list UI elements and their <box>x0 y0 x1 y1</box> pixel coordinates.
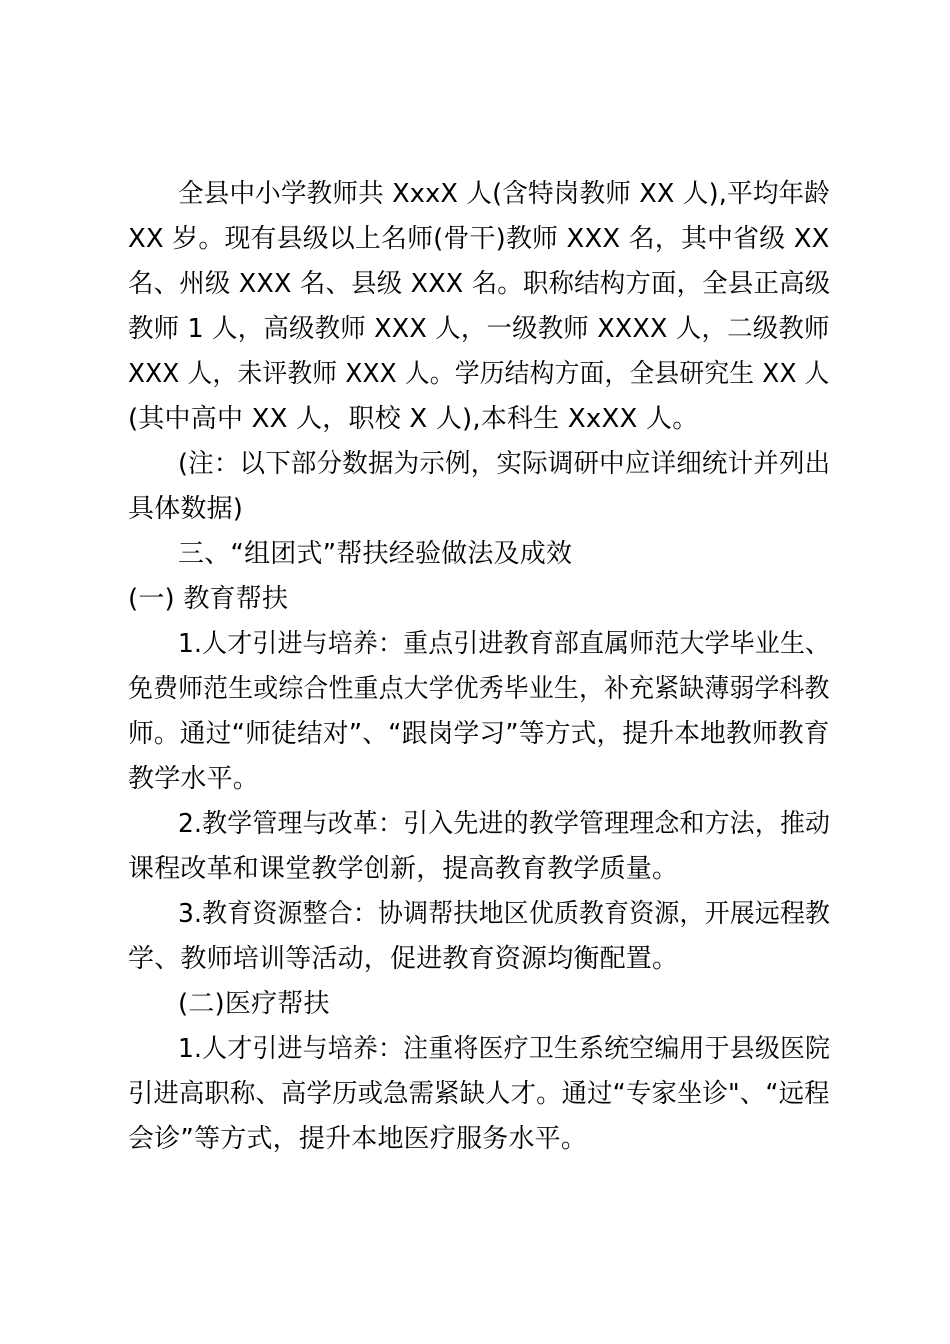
education-item-2-line-1: 2.教学管理与改革：引入先进的教学管理理念和方法，推动 <box>178 809 831 839</box>
paragraph-teachers-line-1: 全县中小学教师共 XxxX 人(含特岗教师 XX 人),平均年龄 <box>178 179 831 209</box>
paragraph-teachers-line-3: 名、州级 XXX 名、县级 XXX 名。职称结构方面，全县正高级 <box>128 269 831 299</box>
note-line-2: 具体数据) <box>128 494 244 524</box>
subsection-heading-medical: (二)医疗帮扶 <box>178 989 330 1019</box>
education-item-3-line-2: 学、教师培训等活动，促进教育资源均衡配置。 <box>128 944 679 974</box>
medical-item-1-line-3: 会诊”等方式，提升本地医疗服务水平。 <box>128 1124 588 1154</box>
paragraph-teachers-line-5: XXX 人，未评教师 XXX 人。学历结构方面，全县研究生 XX 人 <box>128 359 830 389</box>
medical-item-1-line-1: 1.人才引进与培养：注重将医疗卫生系统空编用于县级医院 <box>178 1034 831 1064</box>
note-line-1: (注：以下部分数据为示例，实际调研中应详细统计并列出 <box>178 449 831 479</box>
education-item-1-line-4: 教学水平。 <box>128 764 260 794</box>
education-item-2-line-2: 课程改革和课堂教学创新，提高教育教学质量。 <box>128 854 679 884</box>
education-item-3-line-1: 3.教育资源整合：协调帮扶地区优质教育资源，开展远程教 <box>178 899 831 929</box>
paragraph-teachers-line-4: 教师 1 人，高级教师 XXX 人，一级教师 XXXX 人，二级教师 <box>128 314 830 344</box>
paragraph-teachers-line-6: (其中高中 XX 人，职校 X 人),本科生 XxXX 人。 <box>128 404 699 434</box>
medical-item-1-line-2: 引进高职称、高学历或急需紧缺人才。通过“专家坐诊"、“远程 <box>128 1079 830 1109</box>
education-item-1-line-1: 1.人才引进与培养：重点引进教育部直属师范大学毕业生、 <box>178 629 831 659</box>
paragraph-teachers-line-2: XX 岁。现有县级以上名师(骨干)教师 XXX 名，其中省级 XX <box>128 224 830 254</box>
education-item-1-line-3: 师。通过“师徒结对”、“跟岗学习”等方式，提升本地教师教育 <box>128 719 830 749</box>
education-item-1-line-2: 免费师范生或综合性重点大学优秀毕业生，补充紧缺薄弱学科教 <box>128 674 830 704</box>
section-heading-3: 三、“组团式”帮扶经验做法及成效 <box>178 539 573 569</box>
subsection-heading-education: (一) 教育帮扶 <box>128 584 289 614</box>
